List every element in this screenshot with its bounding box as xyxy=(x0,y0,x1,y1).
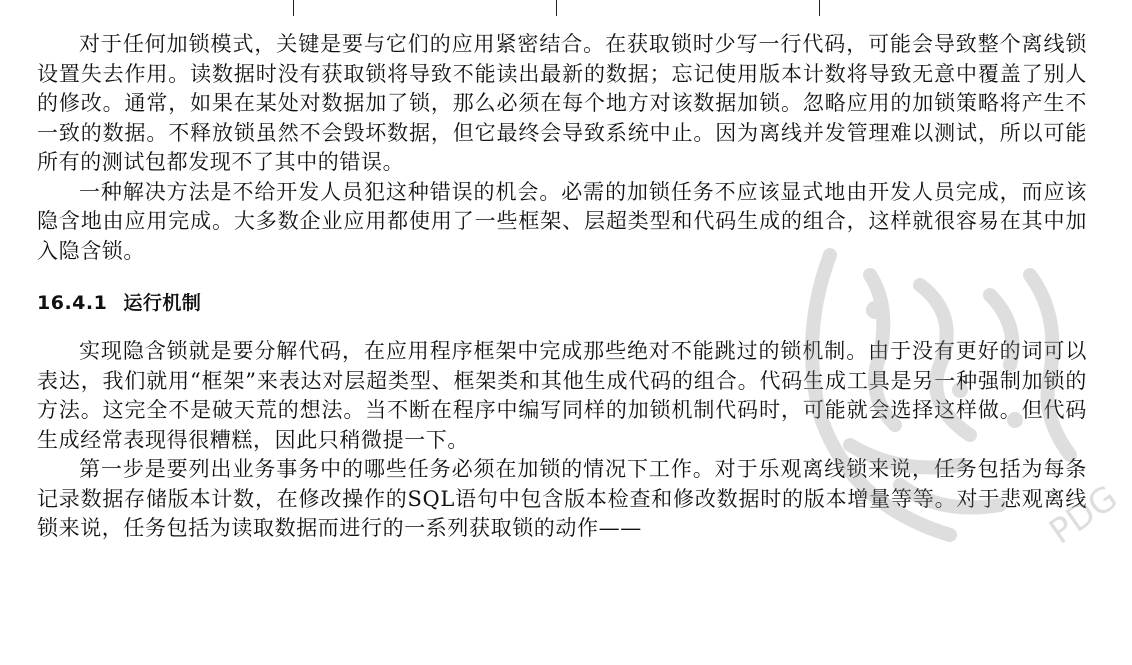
document-body xyxy=(37,30,1087,544)
tick-mark xyxy=(556,0,557,16)
paragraph-lock-integration: 对于任何加锁模式，关键是要与它们的应用紧密结合。在获取锁时少写一行代码，可能会导致整个离线锁设置失去作用。读数据时没有获取锁将导致不能读出最新的数据；忘记使用版本计数将导致无意中覆盖了别人的修改。通常，如果在某处对数据加了锁，那么必须在每个地方对该数据加锁。忽略应用的加锁策略将产生不一致的数据。不释放锁虽然不会毁坏数据，但它最终会导致系统中止。因为离线并发管理难以测试，所以可能所有的测试包都发现不了其中的错误。 xyxy=(37,32,1087,174)
column-tick-marks xyxy=(0,0,1132,18)
paragraph-first-step: 第一步是要列出业务事务中的哪些任务必须在加锁的情况下工作。对于乐观离线锁来说，任务包括为每条记录数据存储版本计数，在修改操作的SQL语句中包含版本检查和修改数据时的版本增量等等。对于悲观离线锁来说，任务包括为读取数据而进行的一系列获取锁的动作—— xyxy=(37,457,1087,540)
section-title: 运行机制 xyxy=(123,292,202,314)
tick-mark xyxy=(293,0,294,16)
paragraph-solution: 一种解决方法是不给开发人员犯这种错误的机会。必需的加锁任务不应该显式地由开发人员完成，而应该隐含地由应用完成。大多数企业应用都使用了一些框架、层超类型和代码生成的组合，这样就很容易在其中加入隐含锁。 xyxy=(37,179,1087,263)
tick-mark xyxy=(819,0,820,16)
section-heading xyxy=(37,288,1087,315)
watermark-text: PDG xyxy=(1042,477,1125,553)
section-number: 16.4.1 xyxy=(37,292,108,314)
paragraph-implicit-lock: 实现隐含锁就是要分解代码，在应用程序框架中完成那些绝对不能跳过的锁机制。由于没有更好的词可以表达，我们就用“框架”来表达对层超类型、框架类和其他生成代码的组合。代码生成工具是另一种强制加锁的方法。这完全不是破天荒的想法。当不断在程序中编写同样的加锁机制代码时，可能就会选择这样做。但代码生成经常表现得很糟糕，因此只稍微提一下。 xyxy=(37,339,1087,452)
